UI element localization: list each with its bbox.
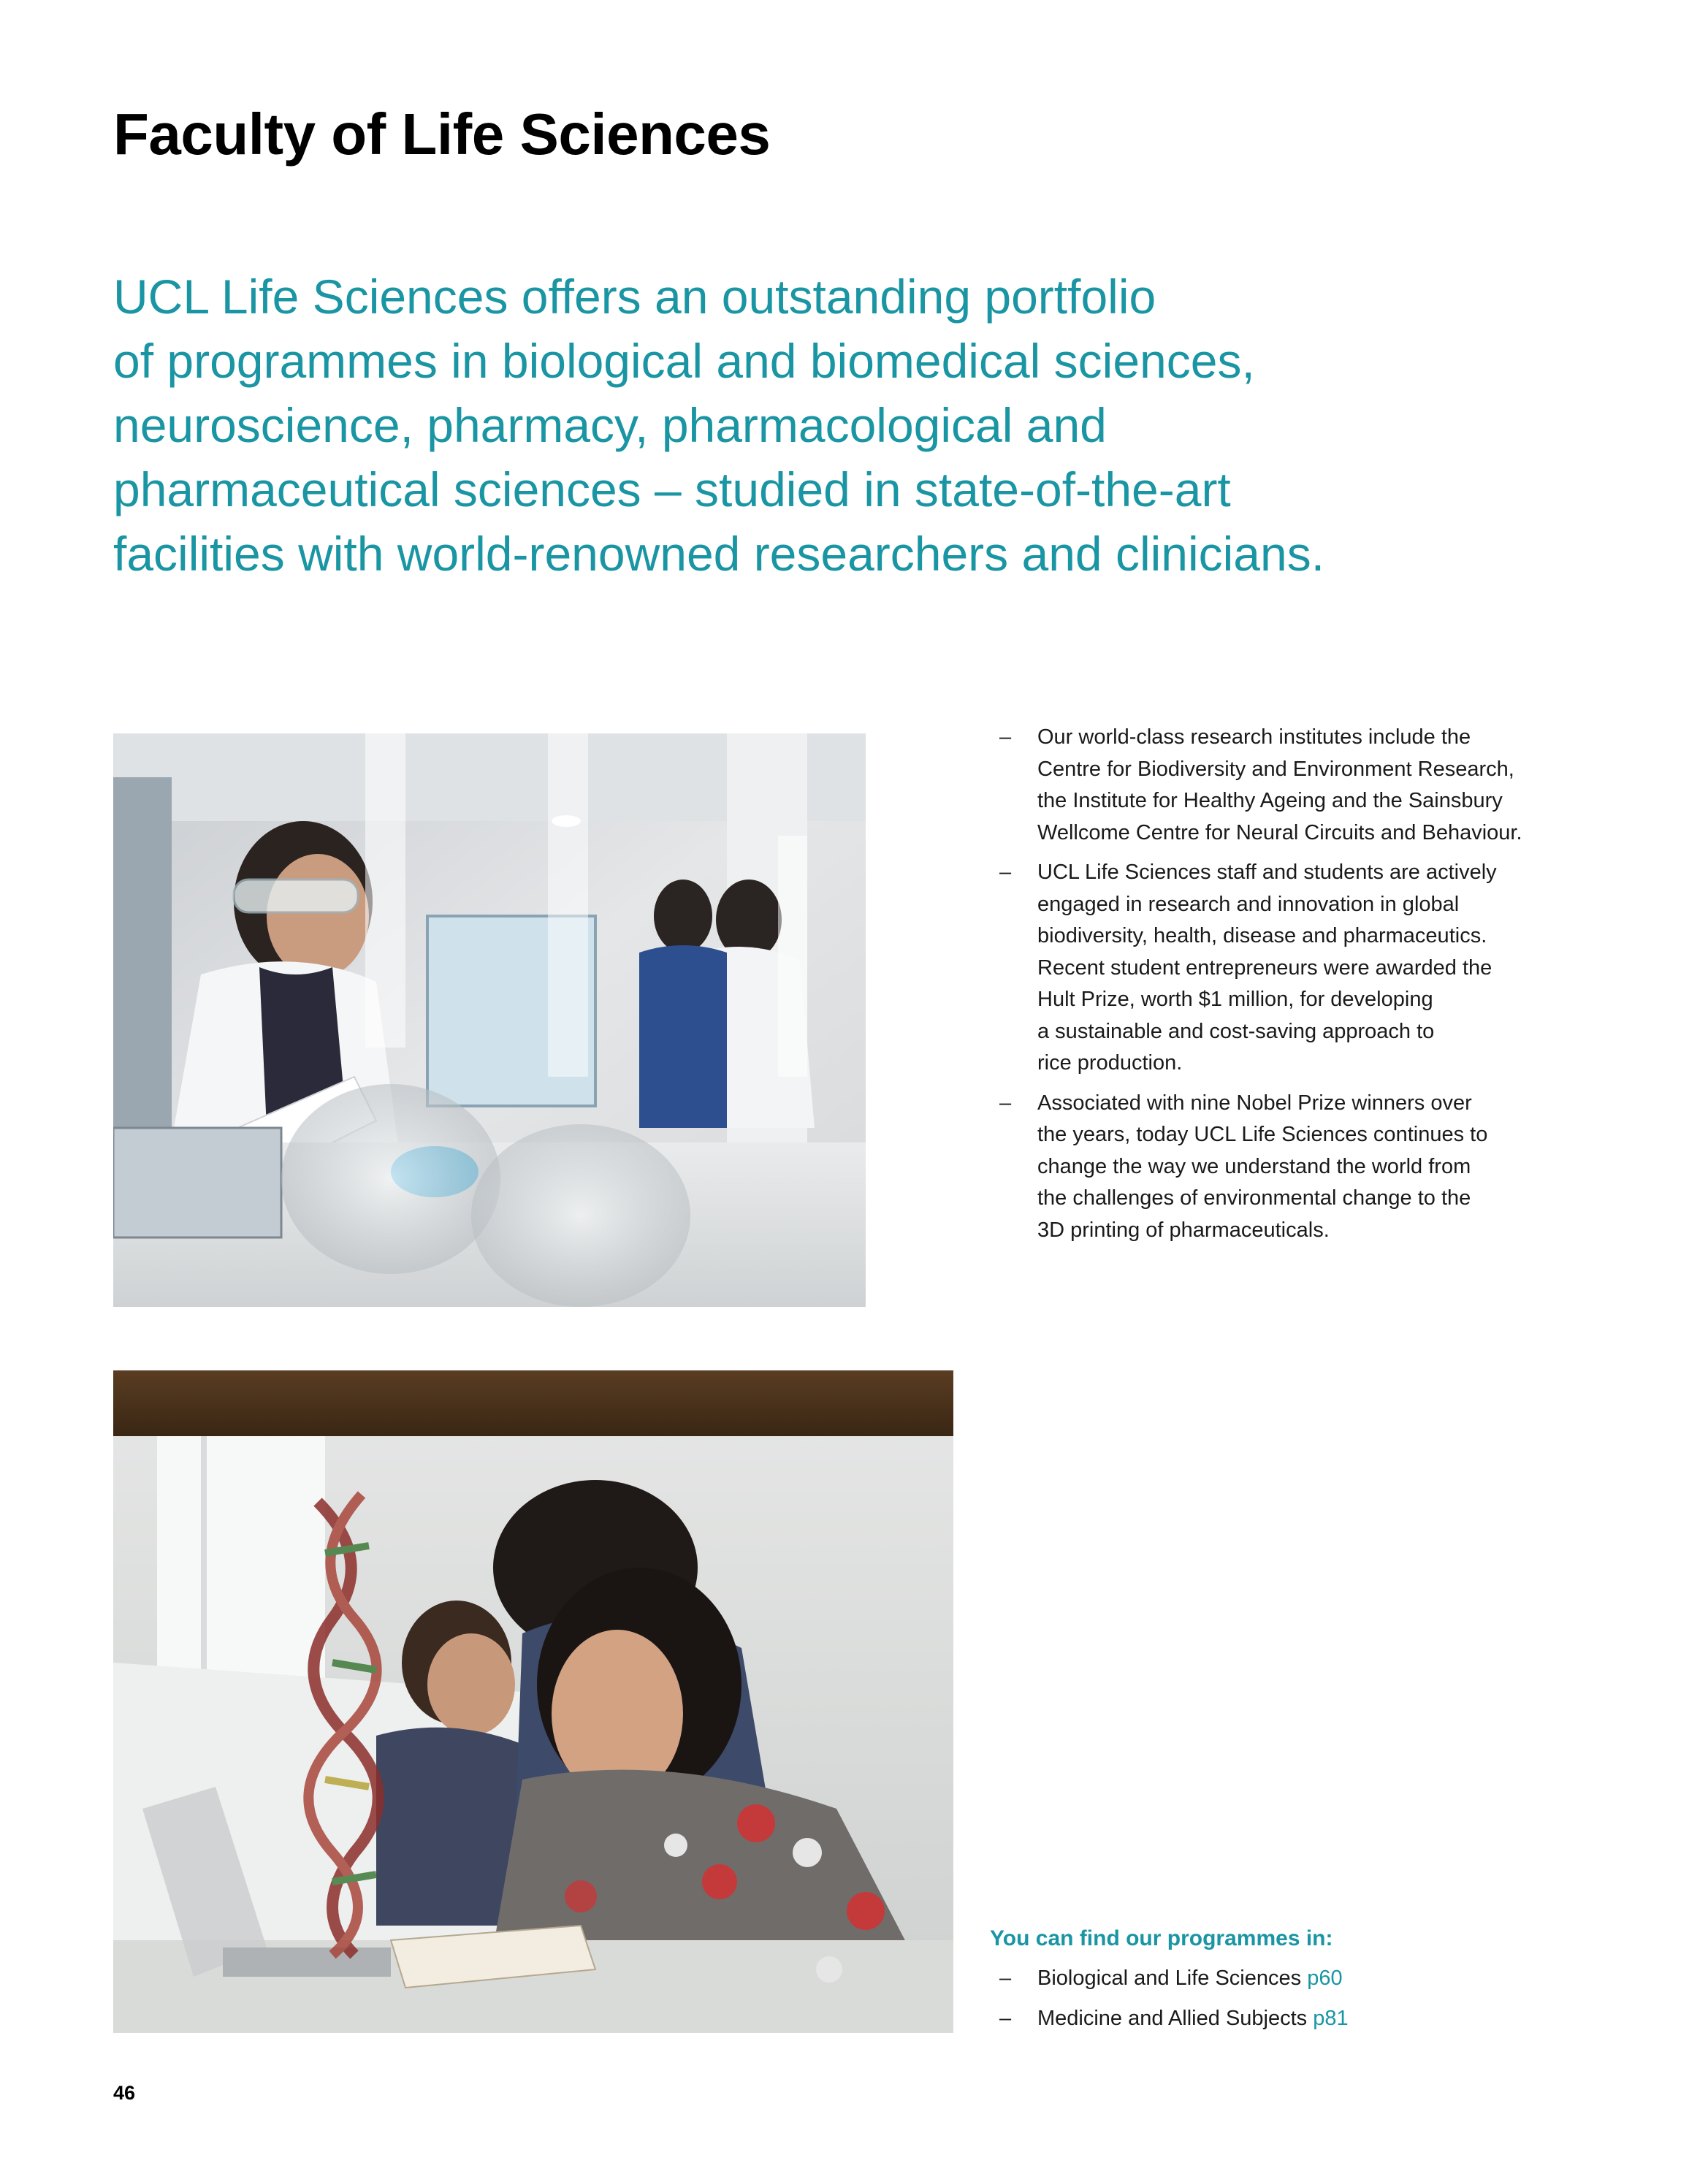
lab-photo-illustration — [113, 733, 866, 1307]
lab-photo — [113, 733, 866, 1307]
programmes-list — [990, 1958, 1574, 2039]
list-item — [999, 1088, 1584, 1247]
bullet-line: Recent student entrepreneurs were awarded the — [1037, 955, 1492, 980]
bullet-dash: – — [999, 725, 1012, 749]
bullet-line: the challenges of environmental change to the — [1037, 1186, 1471, 1210]
list-item — [999, 722, 1584, 849]
programmes-panel — [990, 1926, 1574, 2039]
study-photo-illustration — [113, 1370, 953, 2033]
bullet-line: engaged in research and innovation in global — [1037, 892, 1460, 916]
page-title: Faculty of Life Sciences — [113, 102, 771, 167]
bullet-dash: – — [999, 1966, 1012, 1990]
intro-statement — [113, 264, 1501, 586]
programme-label: Medicine and Allied Subjects — [1037, 2007, 1308, 2030]
programme-page-link[interactable]: p60 — [1307, 1966, 1343, 1990]
bullet-line: Centre for Biodiversity and Environment Research, — [1037, 757, 1514, 781]
study-photo — [113, 1370, 953, 2033]
highlights-list — [999, 722, 1584, 1254]
bullet-line: the years, today UCL Life Sciences continues to — [1037, 1123, 1488, 1146]
programmes-heading: You can find our programmes in: — [990, 1926, 1333, 1950]
programme-item — [990, 1958, 1574, 1999]
page-number: 46 — [113, 2082, 136, 2104]
bullet-line: 3D printing of pharmaceuticals. — [1037, 1218, 1330, 1242]
intro-line: facilities with world-renowned researchers and clinicians. — [113, 527, 1325, 581]
intro-line: pharmaceutical sciences – studied in state-of-the-art — [113, 462, 1231, 516]
programme-label: Biological and Life Sciences — [1037, 1966, 1302, 1990]
bullet-line: biodiversity, health, disease and pharmaceutics. — [1037, 924, 1487, 947]
bullet-dash: – — [999, 861, 1012, 884]
bullet-line: Our world-class research institutes include the — [1037, 725, 1471, 749]
programme-item — [990, 1999, 1574, 2039]
bullet-line: Wellcome Centre for Neural Circuits and Behaviour. — [1037, 820, 1522, 844]
intro-line: neuroscience, pharmacy, pharmacological and — [113, 398, 1107, 452]
bullet-line: change the way we understand the world from — [1037, 1154, 1471, 1178]
bullet-dash: – — [999, 1091, 1012, 1115]
bullet-line: rice production. — [1037, 1051, 1183, 1075]
bullet-line: a sustainable and cost-saving approach to — [1037, 1019, 1435, 1043]
list-item — [999, 857, 1584, 1080]
bullet-dash: – — [999, 2007, 1012, 2030]
bullet-line: UCL Life Sciences staff and students are actively — [1037, 861, 1497, 884]
bullet-line: Associated with nine Nobel Prize winners over — [1037, 1091, 1472, 1115]
intro-line: of programmes in biological and biomedical sciences, — [113, 334, 1255, 388]
bullet-line: the Institute for Healthy Ageing and the Sainsbury — [1037, 789, 1503, 812]
bullet-line: Hult Prize, worth $1 million, for developing — [1037, 988, 1433, 1011]
programme-page-link[interactable]: p81 — [1313, 2007, 1349, 2030]
intro-line: UCL Life Sciences offers an outstanding portfolio — [113, 270, 1156, 324]
